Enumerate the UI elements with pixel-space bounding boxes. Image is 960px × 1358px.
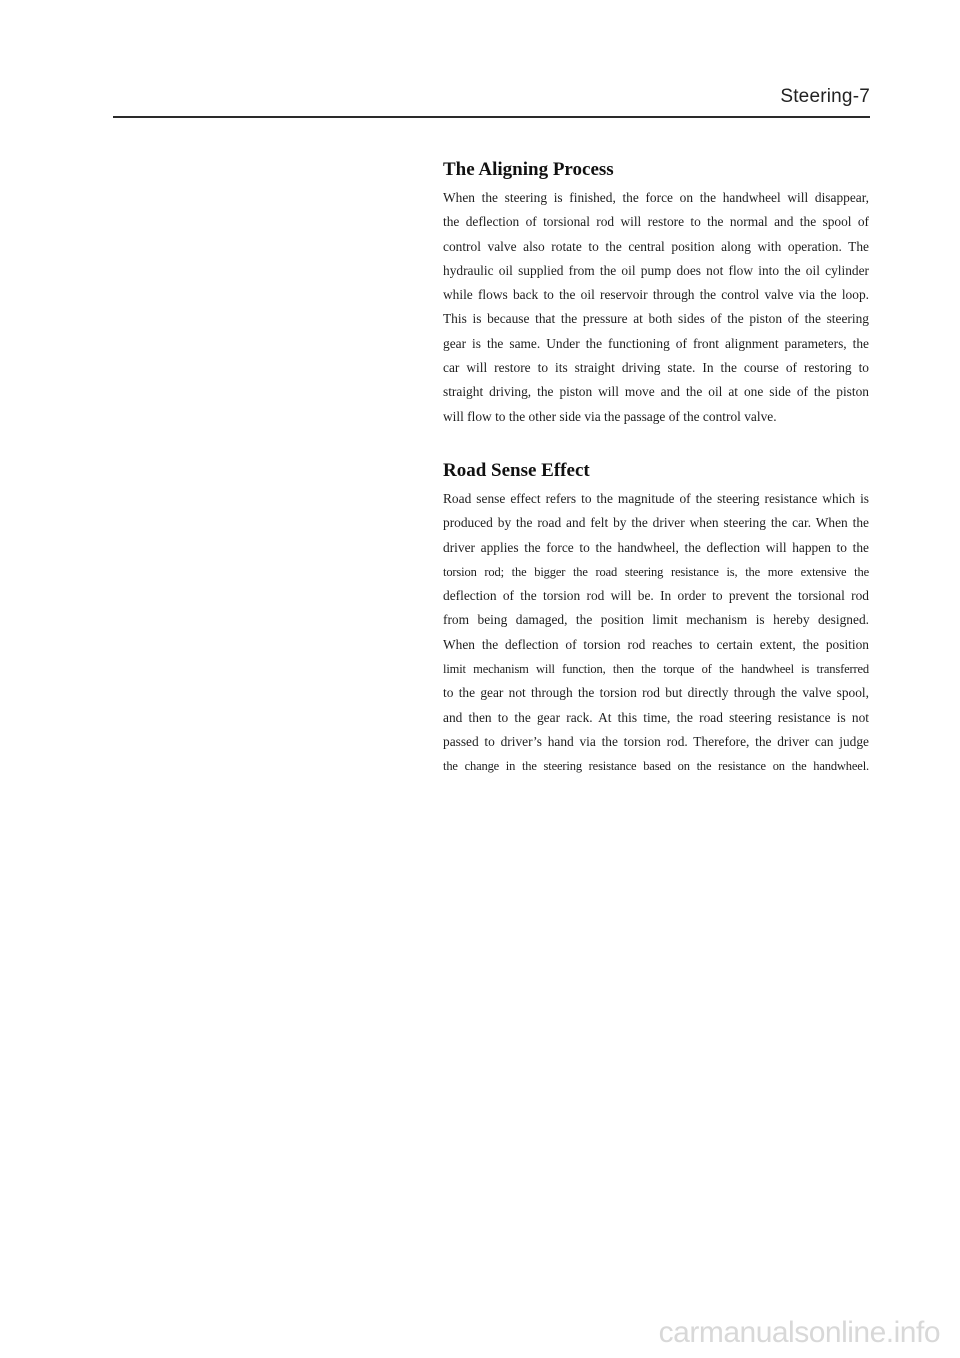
text-line: limit mechanism will function, then the torque of the handwheel is transferred (443, 662, 869, 677)
text-line: When the steering is finished, the force on the handwheel will disappear, (443, 190, 869, 205)
section-aligning-process (443, 156, 869, 429)
text-line: gear is the same. Under the functioning of front alignment parameters, the (443, 335, 869, 351)
section-spacer (443, 429, 869, 457)
header-divider (113, 116, 870, 118)
text-line: the deflection of torsional rod will restore to the normal and the spool of (443, 214, 869, 230)
section-paragraph (443, 186, 869, 429)
text-line: car will restore to its straight driving state. In the course of restoring to (443, 360, 869, 376)
text-line: driver applies the force to the handwheel, the deflection will happen to the (443, 539, 869, 555)
text-line: Road sense effect refers to the magnitude of the steering resistance which is (443, 490, 869, 506)
text-line: torsion rod; the bigger the road steering resistance is, the more extensive the (443, 564, 869, 579)
text-line: to the gear not through the torsion rod but directly through the valve spool, (443, 685, 869, 701)
page-header-title: Steering-7 (780, 86, 870, 107)
text-line: straight driving, the piston will move and the oil at one side of the piston (443, 384, 869, 400)
text-line: will flow to the other side via the passage of the control valve. (443, 408, 777, 424)
text-line: passed to driver’s hand via the torsion rod. Therefore, the driver can judge (443, 733, 869, 749)
text-line: control valve also rotate to the central position along with operation. The (443, 238, 869, 254)
section-heading: The Aligning Process (443, 159, 614, 180)
section-paragraph (443, 487, 869, 779)
text-line: hydraulic oil supplied from the oil pump does not flow into the oil cylinder (443, 262, 869, 278)
text-line: When the deflection of torsion rod reaches to certain extent, the position (443, 636, 869, 652)
text-line: produced by the road and felt by the driver when steering the car. When the (443, 515, 869, 531)
text-line: the change in the steering resistance based on the resistance on the handwheel. (443, 759, 869, 774)
text-line: deflection of the torsion rod will be. In order to prevent the torsional rod (443, 588, 869, 604)
text-line: while flows back to the oil reservoir through the control valve via the loop. (443, 287, 869, 303)
site-watermark: carmanualsonline.info (658, 1316, 940, 1349)
main-content (443, 156, 869, 779)
section-road-sense-effect (443, 457, 869, 779)
text-line: from being damaged, the position limit mechanism is hereby designed. (443, 612, 869, 628)
section-heading: Road Sense Effect (443, 459, 590, 481)
text-line: This is because that the pressure at both sides of the piston of the steering (443, 311, 869, 327)
text-line: and then to the gear rack. At this time, the road steering resistance is not (443, 709, 869, 725)
